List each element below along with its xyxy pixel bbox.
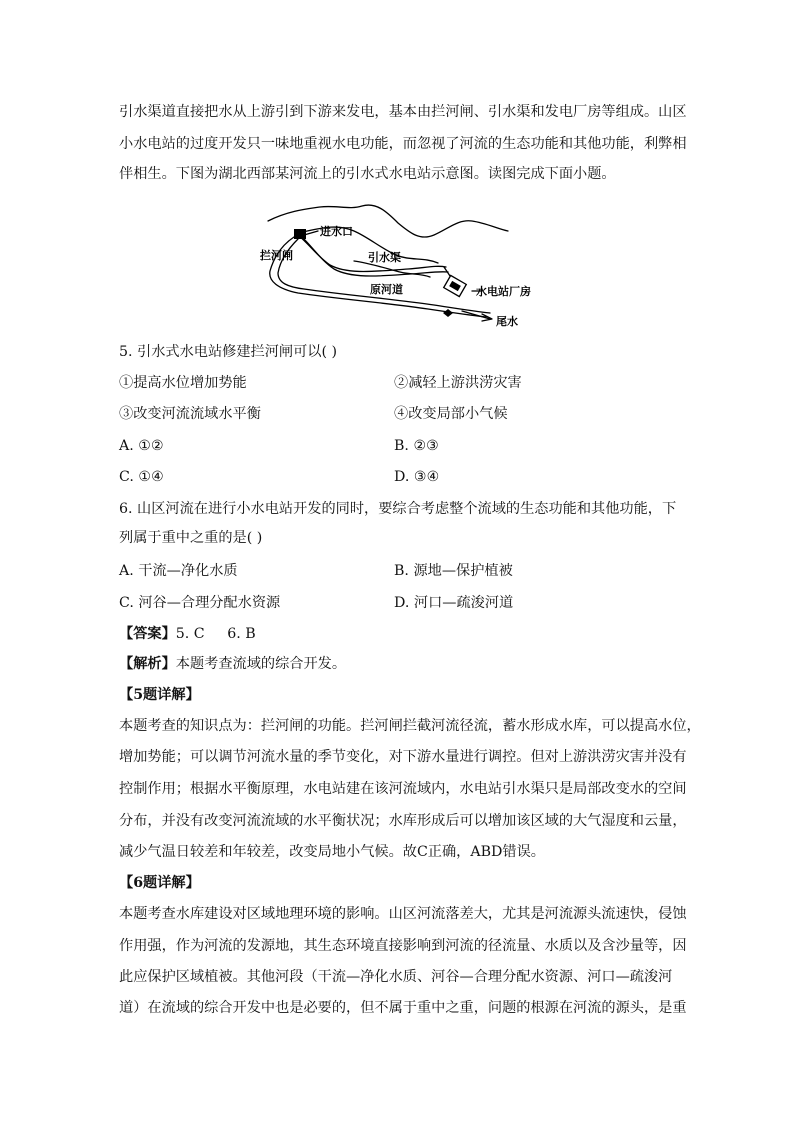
q5-statement-4: ④改变局部小气候 xyxy=(394,406,508,422)
detail5-line-3: 控制作用；根据水平衡原理，水电站建在该河流域内，水电站引水渠只是局部改变水的空间 xyxy=(119,781,687,797)
intro-line-1: 引水渠道直接把水从上游引到下游来发电，基本由拦河闸、引水渠和发电厂房等组成。山区 xyxy=(119,104,687,120)
detail6-line-4: 道）在流域的综合开发中也是必要的，但不属于重中之重，问题的根源在河流的源头，是重 xyxy=(119,1000,687,1016)
q6-option-c: C. 河谷—合理分配水资源 xyxy=(119,595,281,611)
intro-line-3: 伴相生。下图为湖北西部某河流上的引水式水电站示意图。读图完成下面小题。 xyxy=(119,166,616,182)
detail5-line-2: 增加势能；可以调节河流水量的季节变化，对下游水量进行调控。但对上游洪涝灾害并没有 xyxy=(119,749,687,765)
detail5-heading: 【5题详解】 xyxy=(119,687,200,703)
label-canal: 引水渠 xyxy=(368,251,401,264)
q5-option-c: C. ①④ xyxy=(119,469,164,485)
q5-option-a: A. ①② xyxy=(119,438,164,454)
q5-stem: 5. 引水式水电站修建拦河闸可以( ) xyxy=(119,344,338,360)
detail6-line-3: 此应保护区域植被。其他河段（干流—净化水质、河谷—合理分配水资源、河口—疏浚河 xyxy=(119,969,673,985)
diamond-marker xyxy=(443,309,453,317)
analysis-label: 【解析】 xyxy=(119,656,176,672)
q6-stem-line-1: 6. 山区河流在进行小水电站开发的同时，要综合考虑整个流域的生态功能和其他功能，下 xyxy=(119,501,677,517)
q5-statement-2: ②减轻上游洪涝灾害 xyxy=(394,375,522,391)
q5-option-d: D. ③④ xyxy=(394,469,440,485)
q6-option-d: D. 河口—疏浚河道 xyxy=(394,595,514,611)
detail5-line-5: 减少气温日较差和年较差，改变局地小气候。故C正确，ABD错误。 xyxy=(119,844,545,860)
q6-option-a: A. 干流—净化水质 xyxy=(119,563,238,579)
label-inlet: 进水口 xyxy=(320,225,353,238)
detail6-line-1: 本题考查水库建设对区域地理环境的影响。山区河流落差大，尤其是河流源头流速快，侵蚀 xyxy=(119,906,687,922)
detail6-line-2: 作用强，作为河流的发源地，其生态环境直接影响到河流的径流量、水质以及含沙量等，因 xyxy=(119,938,687,954)
detail5-line-1: 本题考查的知识点为：拦河闸的功能。拦河闸拦截河流径流，蓄水形成水库，可以提高水位， xyxy=(119,718,701,734)
answer-label: 【答案】 xyxy=(119,626,176,642)
intro-line-2: 小水电站的过度开发只一味地重视水电功能，而忽视了河流的生态功能和其他功能，利弊相 xyxy=(119,136,687,152)
detail6-heading: 【6题详解】 xyxy=(119,875,200,891)
label-tailwater: 尾水 xyxy=(496,315,518,328)
hydropower-diagram xyxy=(258,201,548,333)
answer-row xyxy=(119,624,256,644)
power-house-mark xyxy=(444,275,467,296)
detail5-line-4: 分布，并没有改变河流流域的水平衡状况；水库形成后可以增加该区域的大气湿度和云量， xyxy=(119,813,687,829)
q5-statement-3: ③改变河流流域水平衡 xyxy=(119,406,261,422)
analysis-row xyxy=(119,654,346,674)
dam-mark xyxy=(294,229,306,239)
label-plant: 水电站厂房 xyxy=(476,285,531,298)
q6-stem-line-2: 列属于重中之重的是( ) xyxy=(119,530,263,546)
q5-option-b: B. ②③ xyxy=(394,438,439,454)
label-dam: 拦河闸 xyxy=(260,249,293,262)
label-original-channel: 原河道 xyxy=(370,283,403,296)
q5-statement-1: ①提高水位增加势能 xyxy=(119,375,247,391)
answer-text: 5. C 6. B xyxy=(175,626,256,642)
q6-option-b: B. 源地—保护植被 xyxy=(394,563,513,579)
analysis-text: 本题考查流域的综合开发。 xyxy=(175,656,347,672)
